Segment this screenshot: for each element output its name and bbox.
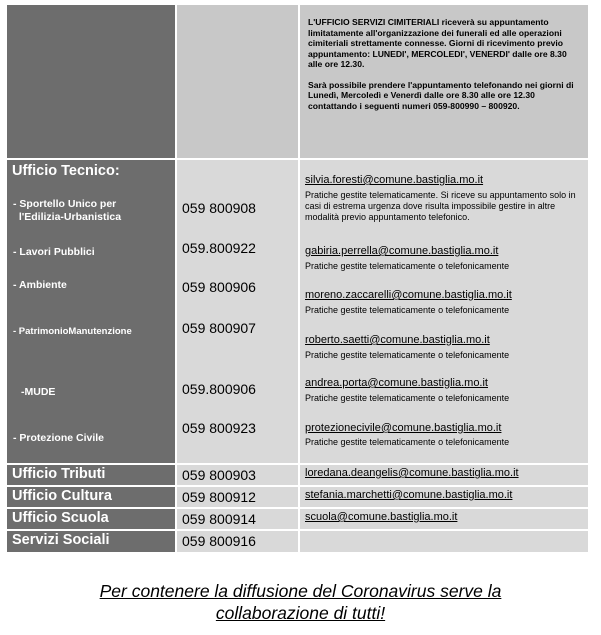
tecnico-label-cell [7, 160, 175, 463]
office-email-cell [300, 465, 588, 485]
phone-number: 059 800906 [182, 279, 256, 295]
tecnico-item-label: - Protezione Civile [13, 432, 105, 444]
office-name: Ufficio Tributi [12, 466, 106, 482]
footer-line-2: collaborazione di tutti! [215, 603, 386, 623]
office-name-cell [7, 531, 175, 552]
office-name: Ufficio Cultura [12, 488, 112, 504]
office-name-cell [7, 487, 175, 507]
footer-message [0, 580, 601, 624]
phone-number: 059 800903 [182, 467, 256, 483]
email-link[interactable]: moreno.zaccarelli@comune.bastiglia.mo.it [305, 289, 512, 301]
cemetery-info-cell [300, 5, 588, 158]
office-name: Ufficio Scuola [12, 510, 109, 526]
cemetery-info-text [308, 17, 580, 121]
office-phone-cell [177, 465, 298, 485]
office-email-cell [300, 487, 588, 507]
office-phone-cell [177, 531, 298, 552]
tecnico-item-label: - Lavori Pubblici [13, 246, 95, 258]
email-link[interactable]: stefania.marchetti@comune.bastiglia.mo.it [305, 489, 513, 501]
service-note: Pratiche gestite telematicamente o telefonicamente [305, 437, 510, 447]
phone-number: 059 800907 [182, 320, 256, 336]
email-link[interactable]: gabiria.perrella@comune.bastiglia.mo.it [305, 245, 499, 257]
service-note: Pratiche gestite telematicamente o telefonicamente [305, 305, 510, 315]
office-phone-cell [177, 487, 298, 507]
service-note: Pratiche gestite telematicamente. Si riceve su appuntamento solo in casi di estrema urgenza dove risulta impossibile gestire in altre modalità previo appuntamento telefonico. [305, 190, 576, 222]
email-link[interactable]: roberto.saetti@comune.bastiglia.mo.it [305, 334, 490, 346]
office-name-cell [7, 465, 175, 485]
phone-number: 059 800916 [182, 533, 256, 549]
top-middle-cell [177, 5, 298, 158]
service-note: Pratiche gestite telematicamente o telefonicamente [305, 350, 510, 360]
cemetery-info-paragraph-1: L'UFFICIO SERVIZI CIMITERIALI riceverà su appuntamento limitatamente all'organizzazione dei funerali ed alle operazioni cimiteriali strettamente connesse. Giorni di ricevimento previo appuntamento: LUNEDI', MERCOLEDI', VENERDI' dalle ore 8.30 alle ore 12.30. [308, 17, 567, 69]
office-email-cell [300, 531, 588, 552]
tecnico-email-cell [300, 160, 588, 463]
tecnico-item-label: -MUDE [21, 386, 56, 398]
office-name: Servizi Sociali [12, 532, 110, 548]
tecnico-item-label: - PatrimonioManutenzione [13, 326, 132, 337]
office-email-cell [300, 509, 588, 529]
email-link[interactable]: silvia.foresti@comune.bastiglia.mo.it [305, 174, 484, 186]
phone-number: 059.800906 [182, 381, 256, 397]
email-link[interactable]: protezionecivile@comune.bastiglia.mo.it [305, 422, 502, 434]
phone-number: 059 800923 [182, 420, 256, 436]
email-link [300, 531, 588, 535]
tecnico-item-label: - Ambiente [13, 279, 67, 291]
email-link[interactable]: scuola@comune.bastiglia.mo.it [305, 511, 458, 523]
phone-number: 059 800908 [182, 200, 256, 216]
office-name-cell [7, 509, 175, 529]
top-left-cell [7, 5, 175, 158]
service-note: Pratiche gestite telematicamente o telefonicamente [305, 393, 510, 403]
cemetery-info-paragraph-2: Sarà possibile prendere l'appuntamento telefonando nei giorni di Lunedì, Mercoledì e Venerdì dalle ore 8.30 alle ore 12.30 contattando i seguenti numeri 059-800990 – 800920. [308, 79, 574, 111]
phone-number: 059 800912 [182, 489, 256, 505]
tecnico-item-label: - Sportello Unico per l'Edilizia-Urbanistica [13, 198, 122, 223]
email-link[interactable]: loredana.deangelis@comune.bastiglia.mo.it [305, 467, 519, 479]
service-note: Pratiche gestite telematicamente o telefonicamente [305, 261, 510, 271]
footer-line-1: Per contenere la diffusione del Coronavirus serve la [99, 581, 502, 601]
office-phone-cell [177, 509, 298, 529]
email-link[interactable]: andrea.porta@comune.bastiglia.mo.it [305, 377, 488, 389]
phone-number: 059.800922 [182, 240, 256, 256]
tecnico-phone-cell [177, 160, 298, 463]
tecnico-title: Ufficio Tecnico: [12, 163, 120, 179]
phone-number: 059 800914 [182, 511, 256, 527]
